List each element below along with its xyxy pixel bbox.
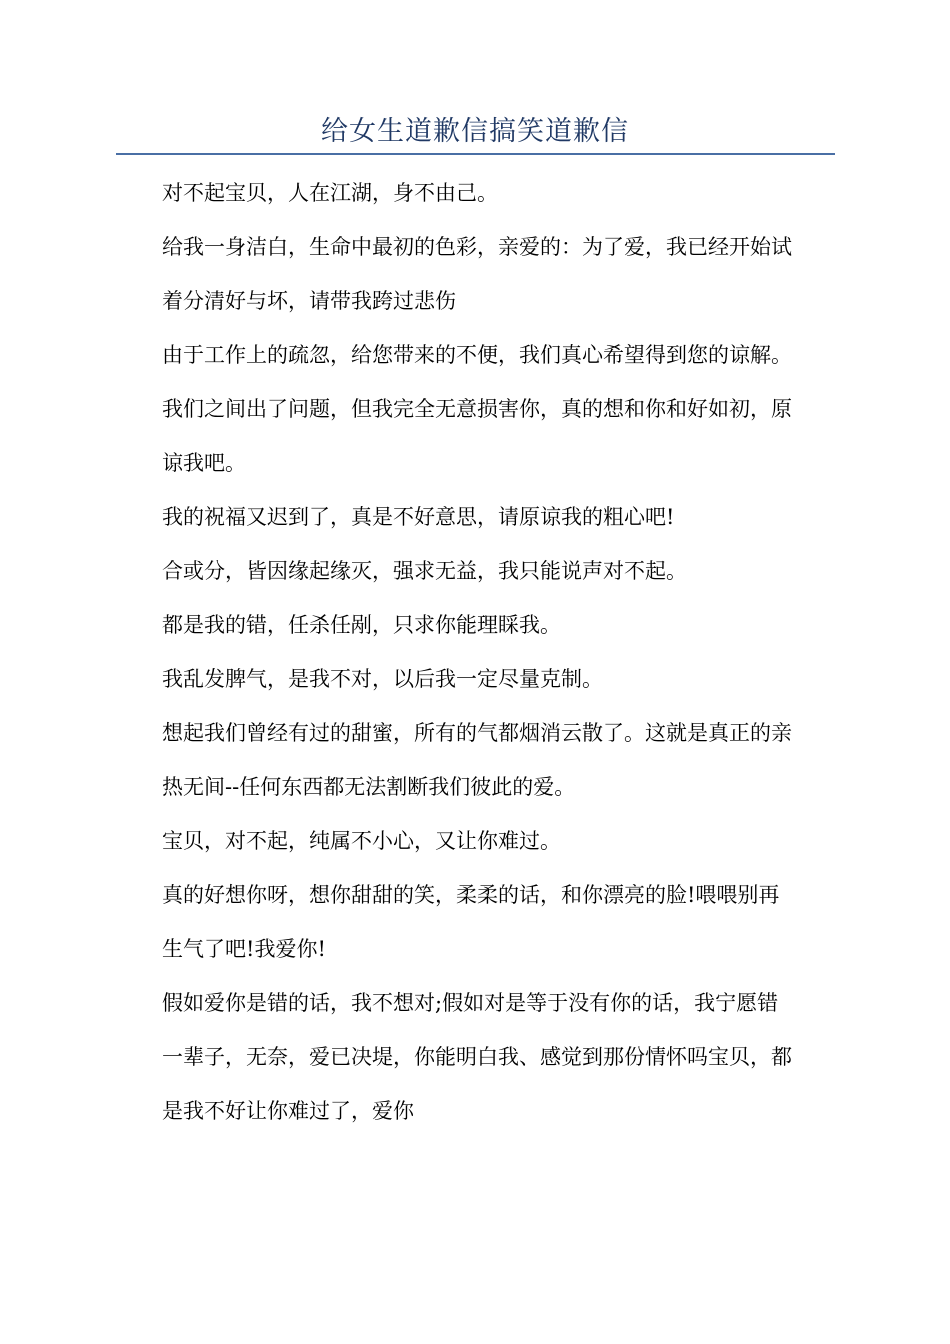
title-underline-divider [116, 153, 835, 155]
paragraph: 由于工作上的疏忽，给您带来的不便，我们真心希望得到您的谅解。 [162, 343, 792, 367]
paragraph: 假如爱你是错的话，我不想对;假如对是等于没有你的话，我宁愿错一辈子，无奈，爱已决堤，你能明白我、感觉到那份情怀吗宝贝，都是我不好让你难过了，爱你 [162, 991, 792, 1123]
paragraph: 都是我的错，任杀任剐，只求你能理睬我。 [162, 613, 561, 637]
paragraph: 真的好想你呀，想你甜甜的笑，柔柔的话，和你漂亮的脸!喂喂别再生气了吧!我爱你! [162, 883, 780, 961]
page-title: 给女生道歉信搞笑道歉信 [321, 116, 629, 147]
paragraph: 对不起宝贝，人在江湖，身不由己。 [162, 181, 498, 205]
document-body [162, 166, 792, 1138]
paragraph: 我们之间出了问题，但我完全无意损害你，真的想和你和好如初，原谅我吧。 [162, 397, 792, 475]
paragraph: 给我一身洁白，生命中最初的色彩，亲爱的：为了爱，我已经开始试着分清好与坏，请带我跨过悲伤 [162, 235, 792, 313]
paragraph: 宝贝，对不起，纯属不小心，又让你难过。 [162, 829, 561, 853]
paragraph: 合或分，皆因缘起缘灭，强求无益，我只能说声对不起。 [162, 559, 687, 583]
paragraph: 想起我们曾经有过的甜蜜，所有的气都烟消云散了。这就是真正的亲热无间--任何东西都无法割断我们彼此的爱。 [162, 721, 792, 799]
paragraph: 我的祝福又迟到了，真是不好意思，请原谅我的粗心吧! [162, 505, 675, 529]
paragraph: 我乱发脾气，是我不对，以后我一定尽量克制。 [162, 667, 603, 691]
